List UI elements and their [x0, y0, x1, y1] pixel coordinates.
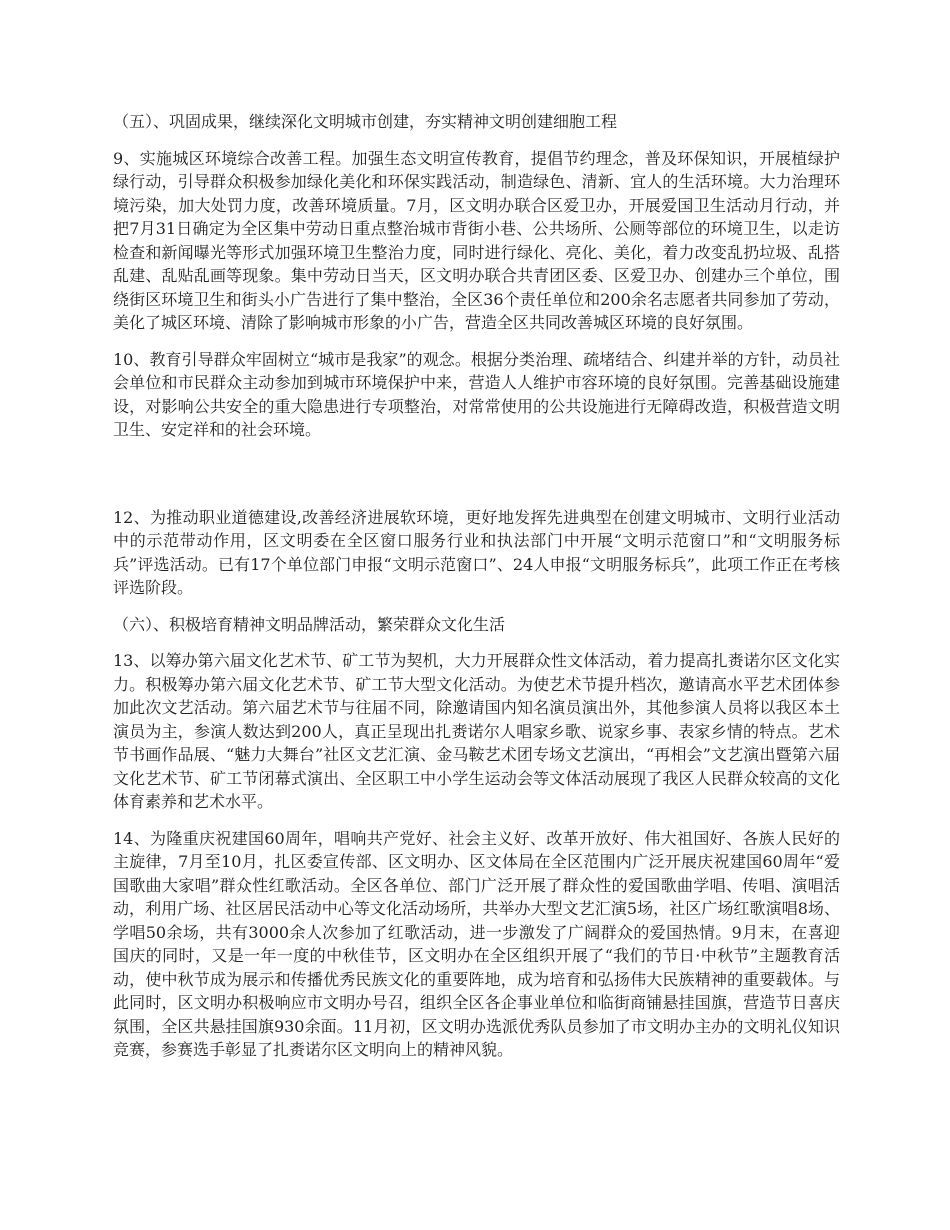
paragraph-12: 12、为推动职业道德建设,改善经济进展软环境，更好地发挥先进典型在创建文明城市、文明行业活动中的示范带动作用，区文明委在全区窗口服务行业和执法部门中开展“文明示范窗口”和“文明服务标兵”评选活动。已有17个单位部门申报“文明示范窗口”、24人申报“文明服务标兵”，此项工作正在考核评选阶段。 [113, 507, 840, 597]
section-heading-5: （五）、巩固成果，继续深化文明城市创建，夯实精神文明创建细胞工程 [113, 112, 618, 131]
paragraph-9: 9、实施城区环境综合改善工程。加强生态文明宣传教育，提倡节约理念，普及环保知识，开展植绿护绿行动，引导群众积极参加绿化美化和环保实践活动，制造绿色、清新、宜人的生活环境。大力治理环境污染，加大处罚力度，改善环境质量。7月，区文明办联合区爱卫办，开展爱国卫生活动月行动，并把7月31日确定为全区集中劳动日重点整治城市背街小巷、公共场所、公厕等部位的环境卫生，以走访检查和新闻曝光等形式加强环境卫生整治力度，同时进行绿化、亮化、美化，着力改变乱扔垃圾、乱搭乱建、乱贴乱画等现象。集中劳动日当天，区文明办联合共青团区委、区爱卫办、创建办三个单位，围绕街区环境卫生和街头小广告进行了集中整治，全区36个责任单位和200余名志愿者共同参加了劳动，美化了城区环境、清除了影响城市形象的小广告，营造全区共同改善城区环境的良好氛围。 [113, 148, 840, 332]
paragraph-13: 13、以筹办第六届文化艺术节、矿工节为契机，大力开展群众性文体活动，着力提高扎赉诺尔区文化实力。积极筹办第六届文化艺术节、矿工节大型文化活动。为使艺术节提升档次，邀请高水平艺术团体参加此次文艺活动。第六届艺术节与往届不同，除邀请国内知名演员演出外，其他参演人员将以我区本土演员为主，参演人数达到200人，真正呈现出扎赉诺尔人唱家乡歌、说家乡事、表家乡情的特点。艺术节书画作品展、“魅力大舞台”社区文艺汇演、金马鞍艺术团专场文艺演出，“再相会”文艺演出暨第六届文化艺术节、矿工节闭幕式演出、全区职工中小学生运动会等文体活动展现了我区人民群众较高的文化体育素养和艺术水平。 [113, 651, 840, 811]
document-body [113, 110, 840, 1075]
paragraph-gap [113, 455, 840, 506]
paragraph-10: 10、教育引导群众牢固树立“城市是我家”的观念。根据分类治理、疏堵结合、纠建并举的方针，动员社会单位和市民群众主动参加到城市环境保护中来，营造人人维护市容环境的良好氛围。完善基础设施建设，对影响公共安全的重大隐患进行专项整治，对常常使用的公共设施进行无障碍改造，积极营造文明卫生、安定祥和的社会环境。 [113, 349, 840, 439]
paragraph-14: 14、为隆重庆祝建国60周年，唱响共产党好、社会主义好、改革开放好、伟大祖国好、各族人民好的主旋律，7月至10月，扎区委宣传部、区文明办、区文体局在全区范围内广泛开展庆祝建国60周年“爱国歌曲大家唱”群众性红歌活动。全区各单位、部门广泛开展了群众性的爱国歌曲学唱、传唱、演唱活动，利用广场、社区居民活动中心等文化活动场所，共举办大型文艺汇演5场，社区广场红歌演唱8场、学唱50余场，共有3000余人次参加了红歌活动，进一步激发了广阔群众的爱国热情。9月末，在喜迎国庆的同时，又是一年一度的中秋佳节，区文明办在全区组织开展了“我们的节日·中秋节”主题教育活动，使中秋节成为展示和传播优秀民族文化的重要阵地，成为培育和弘扬伟大民族精神的重要载体。与此同时，区文明办积极响应市文明办号召，组织全区各企事业单位和临街商铺悬挂国旗，营造节日喜庆氛围，全区共悬挂国旗930余面。11月初，区文明办选派优秀队员参加了市文明办主办的文明礼仪知识竞赛，参赛选手彰显了扎赉诺尔区文明向上的精神风貌。 [113, 828, 840, 1059]
section-heading-6: （六）、积极培育精神文明品牌活动，繁荣群众文化生活 [113, 614, 506, 634]
